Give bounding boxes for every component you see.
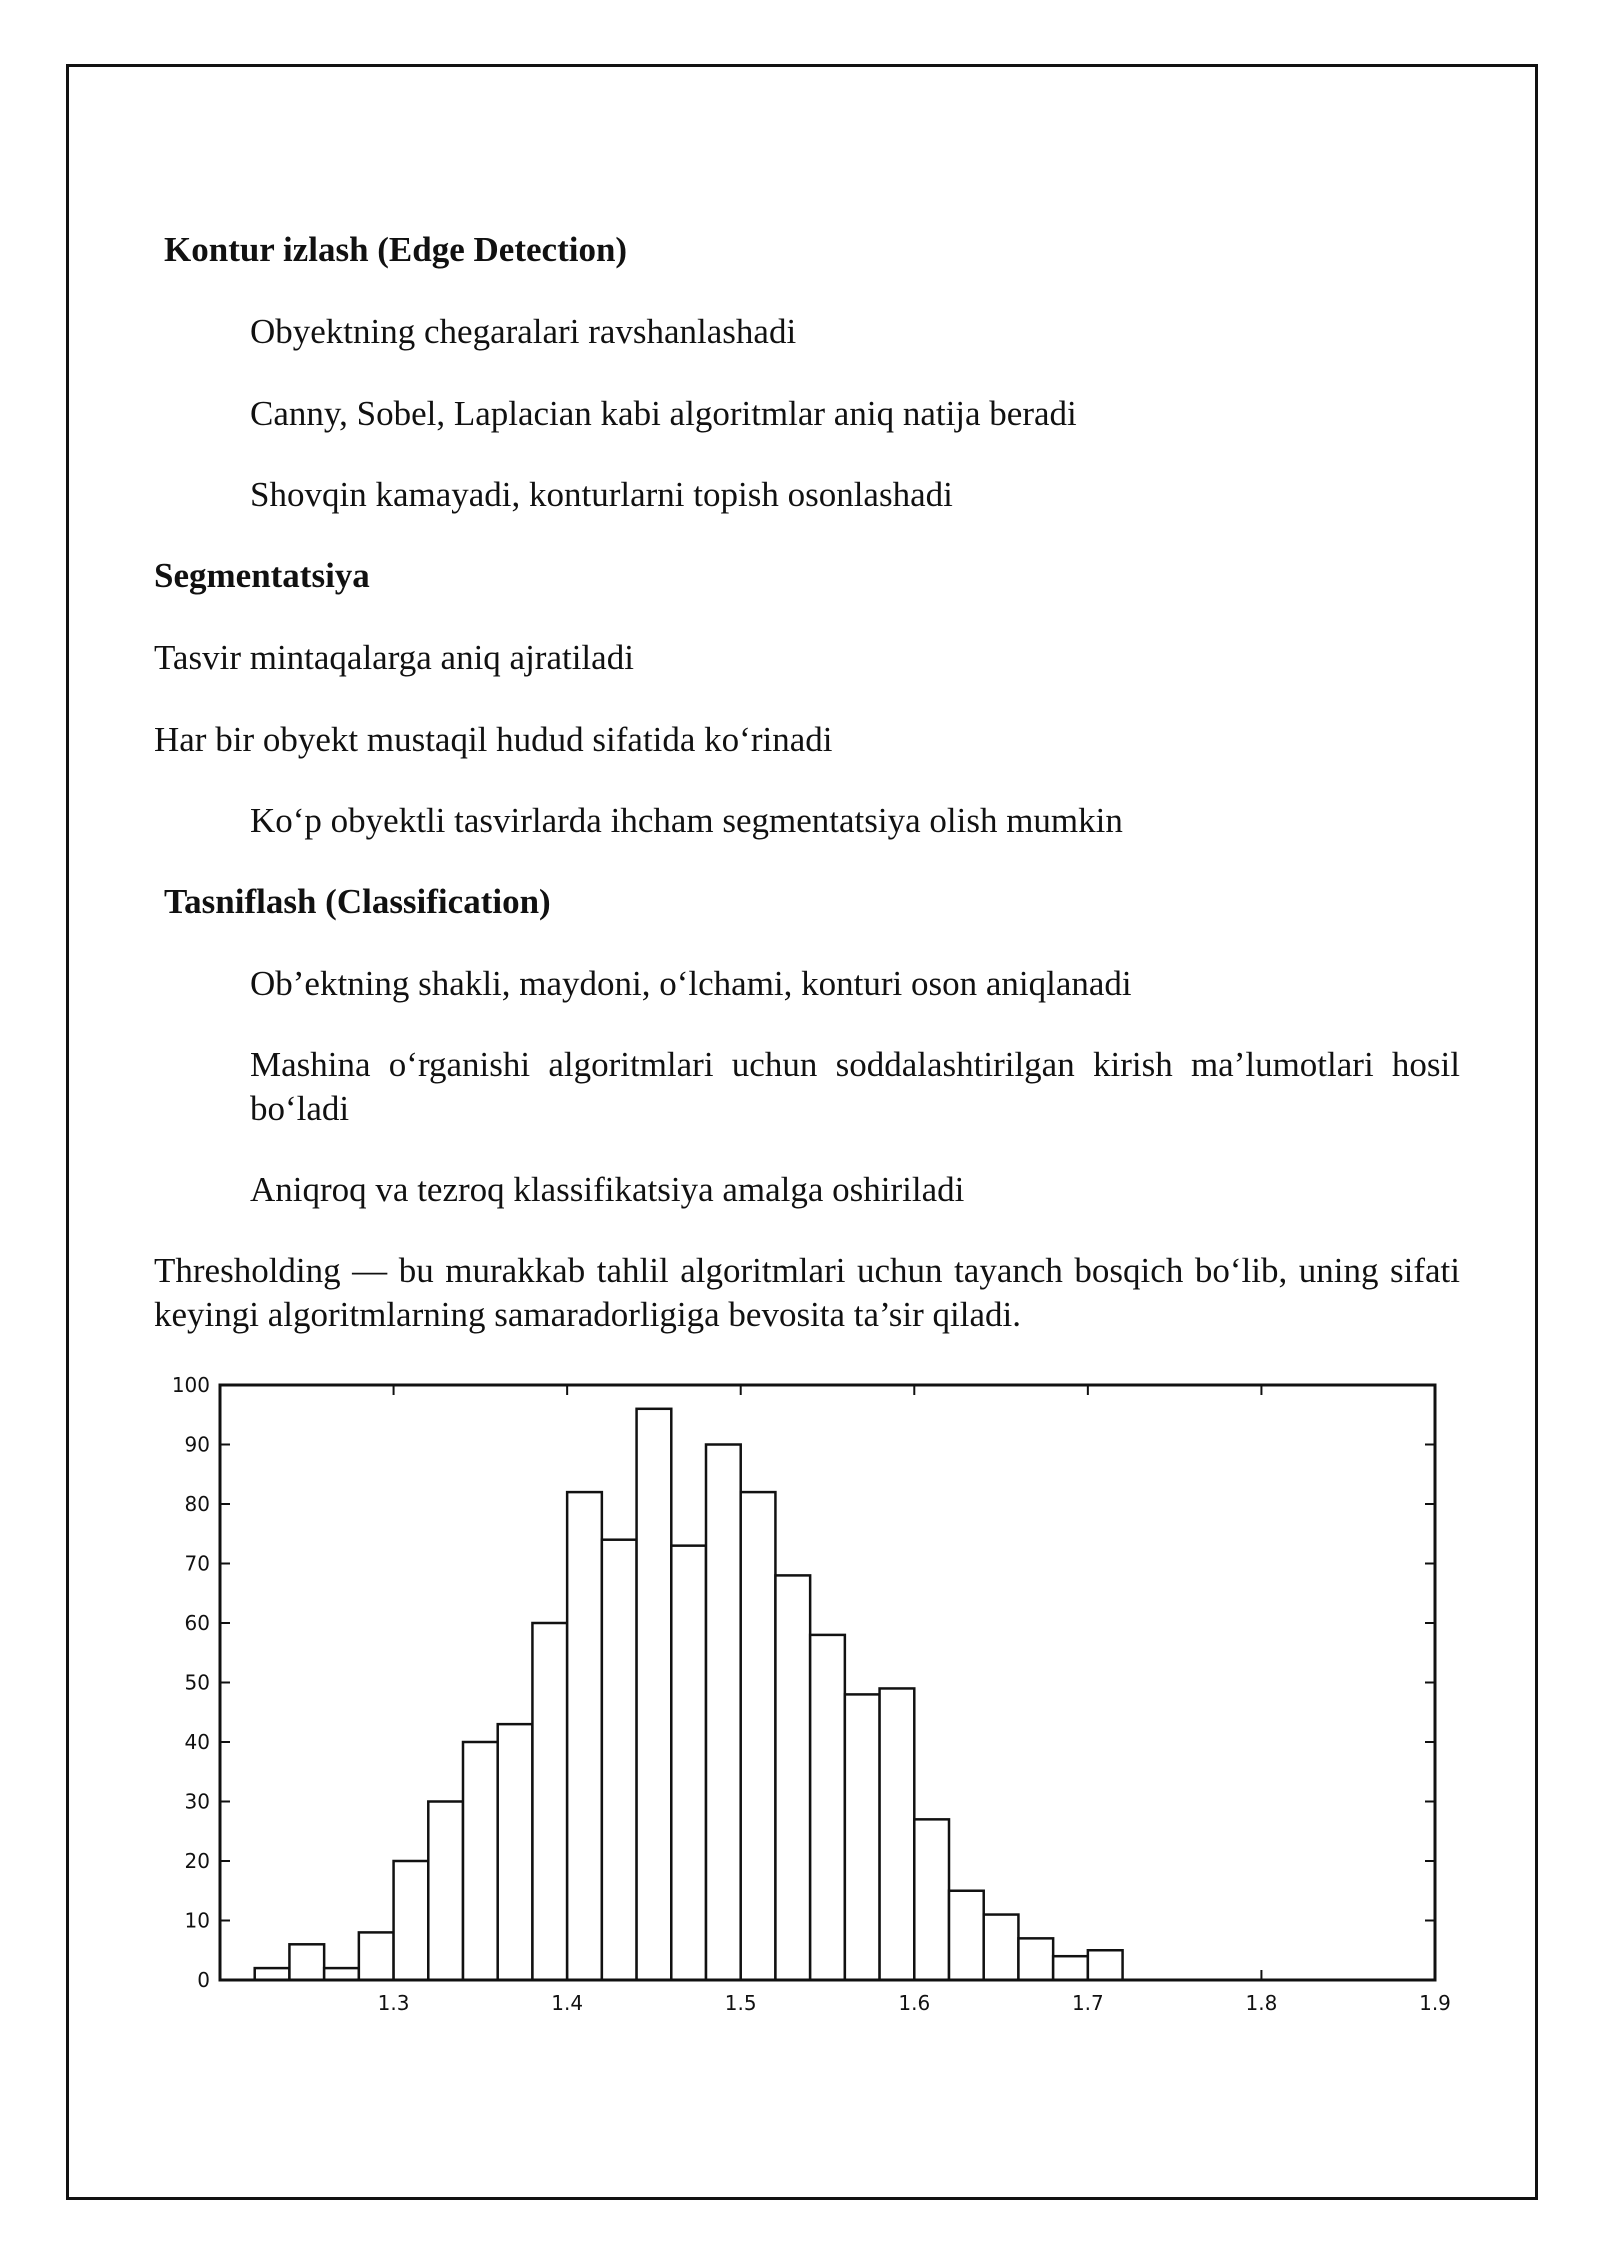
x-tick-label: 1.3 xyxy=(377,1991,410,2015)
histogram-bar xyxy=(880,1688,915,1980)
heading-classification: Tasniflash (Classification) xyxy=(164,882,551,921)
edge-item-2: Canny, Sobel, Laplacian kabi algoritmlar aniq natija beradi xyxy=(250,394,1077,433)
edge-item-3: Shovqin kamayadi, konturlarni topish osonlashadi xyxy=(250,475,953,514)
histogram-bar xyxy=(706,1445,741,1981)
histogram-bar xyxy=(324,1968,359,1980)
histogram-bar xyxy=(671,1546,706,1980)
edge-item-1: Obyektning chegaralari ravshanlashadi xyxy=(250,312,797,351)
y-tick-labels xyxy=(172,1373,210,1992)
histogram-bar xyxy=(394,1861,429,1980)
histogram-bar xyxy=(567,1492,602,1980)
histogram-bar xyxy=(1018,1938,1053,1980)
histogram-bar xyxy=(289,1944,324,1980)
histogram-bar xyxy=(463,1742,498,1980)
histogram-bar xyxy=(741,1492,776,1980)
y-tick-label: 60 xyxy=(184,1611,210,1635)
histogram-bar xyxy=(914,1819,949,1980)
y-tick-label: 0 xyxy=(197,1968,210,1992)
histogram-bar xyxy=(1088,1950,1123,1980)
histogram-bars xyxy=(255,1409,1123,1980)
histogram-bar xyxy=(255,1968,290,1980)
segmentation-item-3: Ko‘p obyektli tasvirlarda ihcham segmentatsiya olish mumkin xyxy=(250,801,1123,840)
y-tick-label: 100 xyxy=(171,1373,210,1397)
y-tick-label: 30 xyxy=(184,1789,210,1814)
histogram-bar xyxy=(637,1409,672,1980)
x-tick-label: 1.7 xyxy=(1071,1991,1104,2015)
histogram-bar xyxy=(810,1635,845,1980)
y-tick-label: 20 xyxy=(184,1849,210,1873)
classification-item-2: Mashina o‘rganishi algoritmlari uchun soddalashtirilgan kirish ma’lumotlari hosil bo‘ladi xyxy=(250,1045,1460,1128)
histogram-bar xyxy=(775,1575,810,1980)
x-tick-label: 1.9 xyxy=(1419,1991,1451,2015)
segmentation-item-1: Tasvir mintaqalarga aniq ajratiladi xyxy=(154,638,634,677)
classification-item-3: Aniqroq va tezroq klassifikatsiya amalga oshiriladi xyxy=(250,1170,965,1209)
y-tick-label: 40 xyxy=(184,1730,210,1754)
x-tick-labels xyxy=(378,1991,1451,2015)
x-tick-label: 1.5 xyxy=(724,1991,757,2015)
heading-segmentation: Segmentatsiya xyxy=(154,556,370,595)
histogram-bar xyxy=(602,1540,637,1980)
histogram-bar xyxy=(359,1932,394,1980)
histogram-bar xyxy=(498,1724,533,1980)
x-tick-label: 1.4 xyxy=(551,1991,584,2015)
x-tick-label: 1.6 xyxy=(898,1991,931,2015)
classification-item-1: Ob’ektning shakli, maydoni, o‘lchami, konturi oson aniqlanadi xyxy=(250,964,1132,1003)
histogram-chart xyxy=(140,1365,1470,2025)
y-tick-label: 90 xyxy=(184,1432,210,1457)
histogram-bar xyxy=(532,1623,567,1980)
segmentation-item-2: Har bir obyekt mustaqil hudud sifatida ko‘rinadi xyxy=(154,720,833,759)
conclusion-paragraph: Thresholding — bu murakkab tahlil algoritmlari uchun tayanch bosqich bo‘lib, uning sifati keyingi algoritmlarning samaradorligiga bevosita ta’sir qiladi. xyxy=(154,1251,1460,1334)
y-tick-label: 80 xyxy=(184,1492,210,1516)
histogram-bar xyxy=(984,1915,1019,1980)
histogram-bar xyxy=(845,1694,880,1980)
x-tick-label: 1.8 xyxy=(1245,1991,1278,2015)
heading-edge-detection: Kontur izlash (Edge Detection) xyxy=(164,230,628,269)
y-tick-label: 10 xyxy=(184,1908,210,1933)
y-tick-label: 50 xyxy=(184,1670,210,1695)
histogram-bar xyxy=(1053,1956,1088,1980)
histogram-bar xyxy=(949,1891,984,1980)
histogram-bar xyxy=(428,1802,463,1981)
y-tick-label: 70 xyxy=(184,1551,210,1576)
